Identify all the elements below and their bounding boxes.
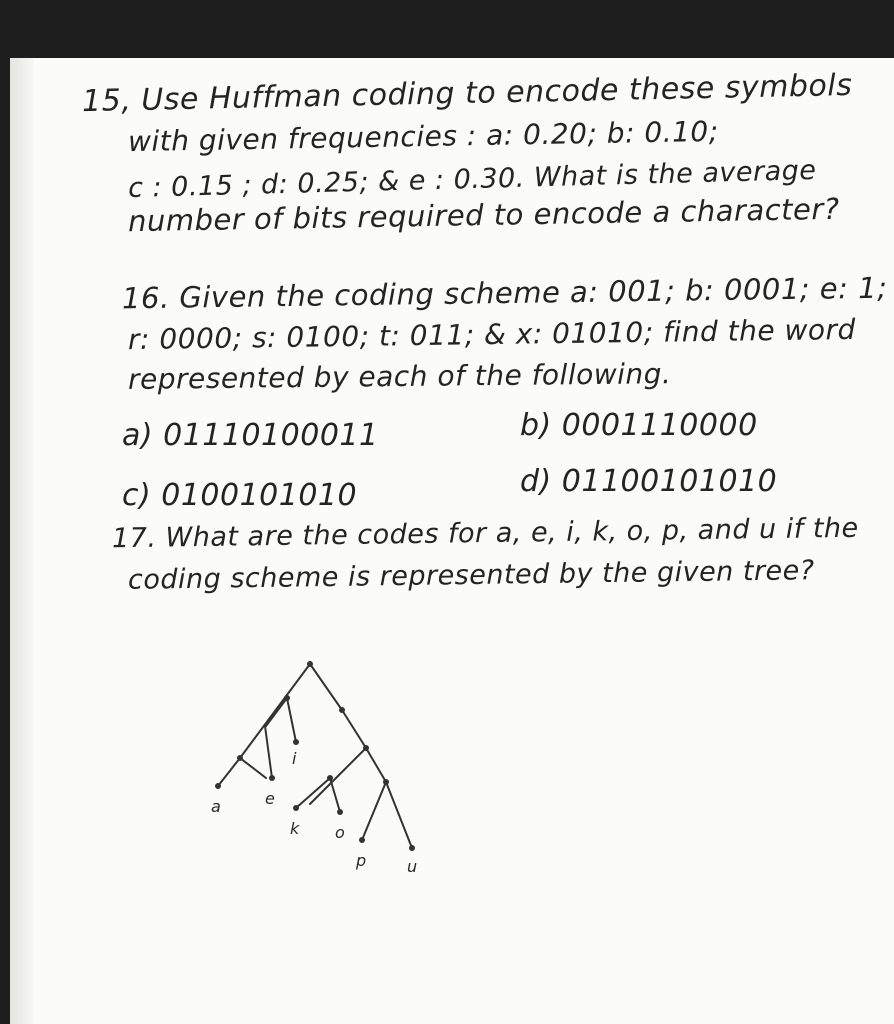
tree-node: [327, 775, 333, 781]
tree-edge: [296, 778, 330, 808]
tree-node: [363, 745, 369, 751]
tree-edge: [330, 778, 340, 812]
tree-edge: [386, 782, 412, 848]
tree-node: [237, 755, 243, 761]
q16-item-c: c) 0100101010: [122, 478, 358, 513]
q15-line-2: with given frequencies : a: 0.20; b: 0.10;: [127, 114, 719, 159]
tree-leaf: [359, 837, 365, 843]
leaf-label-k: k: [290, 819, 300, 838]
q16-item-b: b) 0001110000: [520, 408, 758, 443]
tree-edge: [266, 698, 287, 726]
leaf-label-p: p: [356, 851, 367, 870]
tree-edge: [342, 710, 366, 748]
tree-leaf: [269, 775, 275, 781]
tree-leaf: [337, 809, 343, 815]
scanned-page: [10, 58, 894, 1024]
tree-edge: [287, 698, 296, 742]
tree-leaf: [409, 845, 415, 851]
tree-leaf: [293, 739, 299, 745]
q15-line-4: number of bits required to encode a character?: [127, 191, 840, 239]
tree-node: [383, 779, 389, 785]
tree-edge: [265, 726, 272, 778]
leaf-label-e: e: [265, 789, 275, 808]
q15-line-3: c : 0.15 ; d: 0.25; & e : 0.30. What is the average: [127, 154, 817, 205]
tree-edge: [240, 664, 310, 758]
leaf-label-o: o: [335, 823, 345, 842]
q17-line-2: coding scheme is represented by the given tree?: [127, 555, 815, 596]
tree-edge: [366, 748, 386, 782]
q17-line-1: 17. What are the codes for a, e, i, k, o, p, and u if the: [111, 512, 859, 555]
leaf-label-a: a: [211, 797, 221, 816]
tree-edge: [240, 758, 266, 778]
tree-edge: [310, 748, 366, 804]
tree-node: [339, 707, 345, 713]
leaf-label-u: u: [407, 857, 418, 876]
tree-edge: [362, 782, 386, 840]
tree-edge: [310, 664, 342, 710]
q16-line-3: represented by each of the following.: [127, 357, 672, 396]
tree-leaf: [293, 805, 299, 811]
tree-node: [307, 661, 313, 667]
coding-tree-diagram: [10, 58, 894, 1024]
tree-edge: [218, 758, 240, 786]
tree-node: [284, 695, 290, 701]
q16-line-2: r: 0000; s: 0100; t: 011; & x: 01010; find the word: [127, 312, 857, 357]
leaf-label-i: i: [292, 749, 297, 768]
tree-leaf: [215, 783, 221, 789]
q16-item-a: a) 01110100011: [122, 418, 379, 453]
q16-line-1: 16. Given the coding scheme a: 001; b: 0001; e: 1;: [121, 270, 888, 316]
q15-line-1: 15, Use Huffman coding to encode these symbols: [81, 67, 853, 120]
q16-item-d: d) 01100101010: [520, 464, 778, 499]
